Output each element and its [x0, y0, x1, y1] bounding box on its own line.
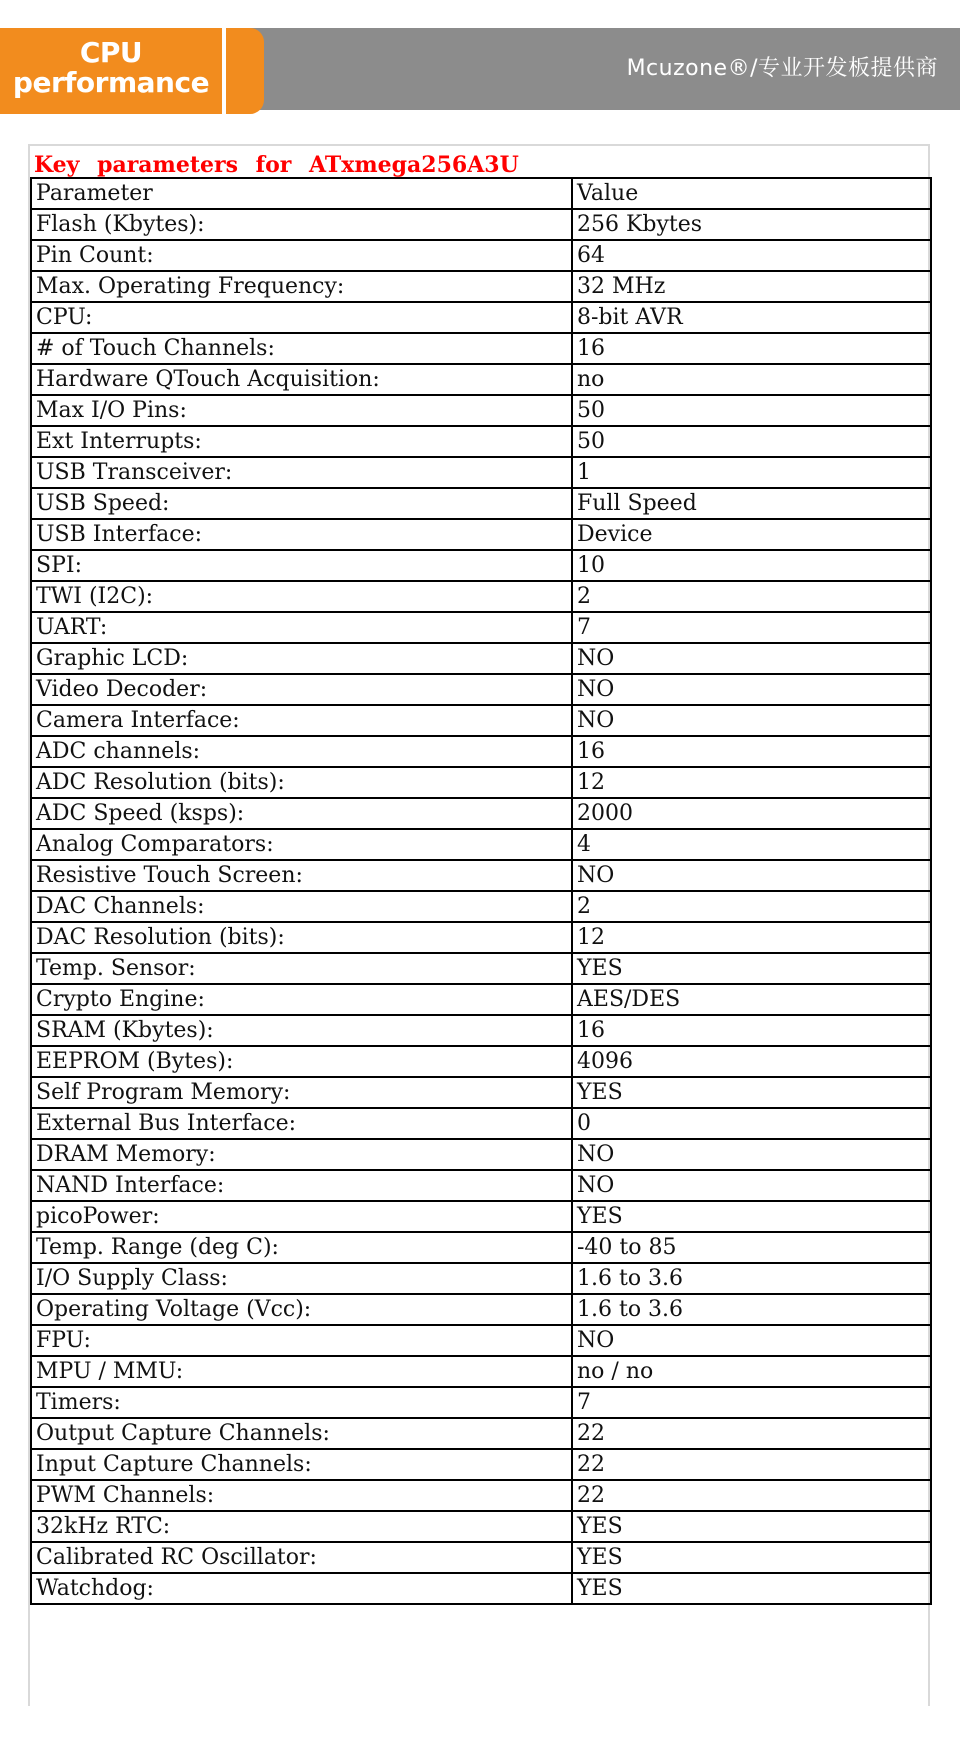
param-name-cell: Timers: — [31, 1387, 572, 1418]
param-name-cell: Video Decoder: — [31, 674, 572, 705]
param-name-cell: Ext Interrupts: — [31, 426, 572, 457]
header-banner — [0, 28, 960, 110]
table-row — [31, 1232, 931, 1263]
param-name-cell: CPU: — [31, 302, 572, 333]
param-value-cell: 22 — [572, 1418, 931, 1449]
param-name-cell: NAND Interface: — [31, 1170, 572, 1201]
table-row — [31, 550, 931, 581]
table-row — [31, 1015, 931, 1046]
param-name-cell: Max. Operating Frequency: — [31, 271, 572, 302]
param-value-cell: no — [572, 364, 931, 395]
parameters-table — [30, 177, 932, 1605]
table-row — [31, 1108, 931, 1139]
table-row — [31, 1046, 931, 1077]
param-value-cell: YES — [572, 1201, 931, 1232]
table-row — [31, 643, 931, 674]
param-value-cell: NO — [572, 1139, 931, 1170]
parameters-table-body — [31, 178, 931, 1604]
param-value-cell: AES/DES — [572, 984, 931, 1015]
param-name-cell: Hardware QTouch Acquisition: — [31, 364, 572, 395]
param-name-cell: Operating Voltage (Vcc): — [31, 1294, 572, 1325]
param-name-cell: USB Speed: — [31, 488, 572, 519]
param-name-cell: MPU / MMU: — [31, 1356, 572, 1387]
param-value-cell: 16 — [572, 736, 931, 767]
table-row — [31, 922, 931, 953]
param-value-cell: NO — [572, 643, 931, 674]
param-name-cell: Max I/O Pins: — [31, 395, 572, 426]
table-row — [31, 333, 931, 364]
banner-divider — [222, 28, 226, 114]
table-row — [31, 829, 931, 860]
param-name-cell: Pin Count: — [31, 240, 572, 271]
param-value-cell: NO — [572, 705, 931, 736]
param-value-cell: 256 Kbytes — [572, 209, 931, 240]
brand-label: Mcuzone®/专业开发板提供商 — [626, 56, 938, 81]
param-name-cell: DRAM Memory: — [31, 1139, 572, 1170]
table-row — [31, 1263, 931, 1294]
table-row — [31, 1449, 931, 1480]
param-name-cell: Camera Interface: — [31, 705, 572, 736]
table-row — [31, 953, 931, 984]
param-value-cell: no / no — [572, 1356, 931, 1387]
banner-title-line2: performance — [12, 66, 210, 99]
param-value-cell: 1.6 to 3.6 — [572, 1294, 931, 1325]
param-value-cell: YES — [572, 1573, 931, 1604]
table-row — [31, 1542, 931, 1573]
param-name-cell: DAC Channels: — [31, 891, 572, 922]
param-value-cell: 22 — [572, 1449, 931, 1480]
param-value-cell: 7 — [572, 1387, 931, 1418]
table-row — [31, 1325, 931, 1356]
param-name-cell: Analog Comparators: — [31, 829, 572, 860]
table-row — [31, 1356, 931, 1387]
table-row — [31, 984, 931, 1015]
table-row — [31, 736, 931, 767]
table-row — [31, 1139, 931, 1170]
param-value-cell: 2000 — [572, 798, 931, 829]
param-value-cell: -40 to 85 — [572, 1232, 931, 1263]
param-name-cell: UART: — [31, 612, 572, 643]
param-value-cell: YES — [572, 1511, 931, 1542]
param-value-cell: YES — [572, 1077, 931, 1108]
param-value-cell: 32 MHz — [572, 271, 931, 302]
param-value-cell: Full Speed — [572, 488, 931, 519]
param-name-cell: EEPROM (Bytes): — [31, 1046, 572, 1077]
param-value-cell: 50 — [572, 395, 931, 426]
table-row — [31, 581, 931, 612]
param-name-cell: Calibrated RC Oscillator: — [31, 1542, 572, 1573]
param-name-cell: picoPower: — [31, 1201, 572, 1232]
param-name-cell: Self Program Memory: — [31, 1077, 572, 1108]
param-name-cell: SRAM (Kbytes): — [31, 1015, 572, 1046]
table-row — [31, 891, 931, 922]
param-name-cell: DAC Resolution (bits): — [31, 922, 572, 953]
table-row — [31, 209, 931, 240]
param-name-cell: # of Touch Channels: — [31, 333, 572, 364]
param-value-cell: NO — [572, 1325, 931, 1356]
param-name-cell: Temp. Range (deg C): — [31, 1232, 572, 1263]
table-row — [31, 457, 931, 488]
param-name-cell: Watchdog: — [31, 1573, 572, 1604]
param-value-cell: 1.6 to 3.6 — [572, 1263, 931, 1294]
param-name-cell: SPI: — [31, 550, 572, 581]
param-value-cell: 2 — [572, 581, 931, 612]
param-name-cell: I/O Supply Class: — [31, 1263, 572, 1294]
param-value-cell: 2 — [572, 891, 931, 922]
table-row — [31, 860, 931, 891]
banner-title — [0, 38, 222, 98]
table-row — [31, 674, 931, 705]
table-row — [31, 1294, 931, 1325]
table-row — [31, 364, 931, 395]
param-name-cell: Input Capture Channels: — [31, 1449, 572, 1480]
param-name-cell: ADC channels: — [31, 736, 572, 767]
param-value-cell: NO — [572, 674, 931, 705]
table-row — [31, 302, 931, 333]
table-row — [31, 767, 931, 798]
param-name-cell: PWM Channels: — [31, 1480, 572, 1511]
table-row — [31, 1480, 931, 1511]
table-row — [31, 612, 931, 643]
param-name-cell: Resistive Touch Screen: — [31, 860, 572, 891]
param-value-cell: NO — [572, 1170, 931, 1201]
table-row — [31, 1418, 931, 1449]
table-row — [31, 395, 931, 426]
param-name-cell: ADC Resolution (bits): — [31, 767, 572, 798]
param-value-cell: NO — [572, 860, 931, 891]
header-value-cell: Value — [572, 178, 931, 209]
param-value-cell: 8-bit AVR — [572, 302, 931, 333]
param-name-cell: Output Capture Channels: — [31, 1418, 572, 1449]
param-value-cell: 4 — [572, 829, 931, 860]
param-name-cell: Temp. Sensor: — [31, 953, 572, 984]
param-name-cell: USB Transceiver: — [31, 457, 572, 488]
param-value-cell: 50 — [572, 426, 931, 457]
param-value-cell: 22 — [572, 1480, 931, 1511]
table-row — [31, 426, 931, 457]
table-row — [31, 1511, 931, 1542]
table-row — [31, 1201, 931, 1232]
table-row — [31, 705, 931, 736]
param-value-cell: 16 — [572, 1015, 931, 1046]
header-param-cell: Parameter — [31, 178, 572, 209]
table-row — [31, 1387, 931, 1418]
param-name-cell: 32kHz RTC: — [31, 1511, 572, 1542]
param-value-cell: 0 — [572, 1108, 931, 1139]
table-row — [31, 488, 931, 519]
param-value-cell: 16 — [572, 333, 931, 364]
table-row — [31, 1077, 931, 1108]
table-header-row — [31, 178, 931, 209]
param-name-cell: External Bus Interface: — [31, 1108, 572, 1139]
param-value-cell: 7 — [572, 612, 931, 643]
param-name-cell: Crypto Engine: — [31, 984, 572, 1015]
param-value-cell: 10 — [572, 550, 931, 581]
table-row — [31, 240, 931, 271]
table-row — [31, 519, 931, 550]
param-name-cell: Graphic LCD: — [31, 643, 572, 674]
table-row — [31, 271, 931, 302]
param-value-cell: 1 — [572, 457, 931, 488]
table-row — [31, 1170, 931, 1201]
table-row — [31, 1573, 931, 1604]
param-value-cell: 12 — [572, 767, 931, 798]
banner-title-line1: CPU — [79, 36, 143, 69]
param-value-cell: YES — [572, 1542, 931, 1573]
param-name-cell: TWI (I2C): — [31, 581, 572, 612]
param-value-cell: 4096 — [572, 1046, 931, 1077]
table-row — [31, 798, 931, 829]
param-name-cell: Flash (Kbytes): — [31, 209, 572, 240]
table-caption: Key parameters for ATxmega256A3U — [34, 152, 519, 178]
param-value-cell: YES — [572, 953, 931, 984]
param-name-cell: USB Interface: — [31, 519, 572, 550]
param-value-cell: 12 — [572, 922, 931, 953]
param-name-cell: FPU: — [31, 1325, 572, 1356]
param-name-cell: ADC Speed (ksps): — [31, 798, 572, 829]
param-value-cell: 64 — [572, 240, 931, 271]
param-value-cell: Device — [572, 519, 931, 550]
